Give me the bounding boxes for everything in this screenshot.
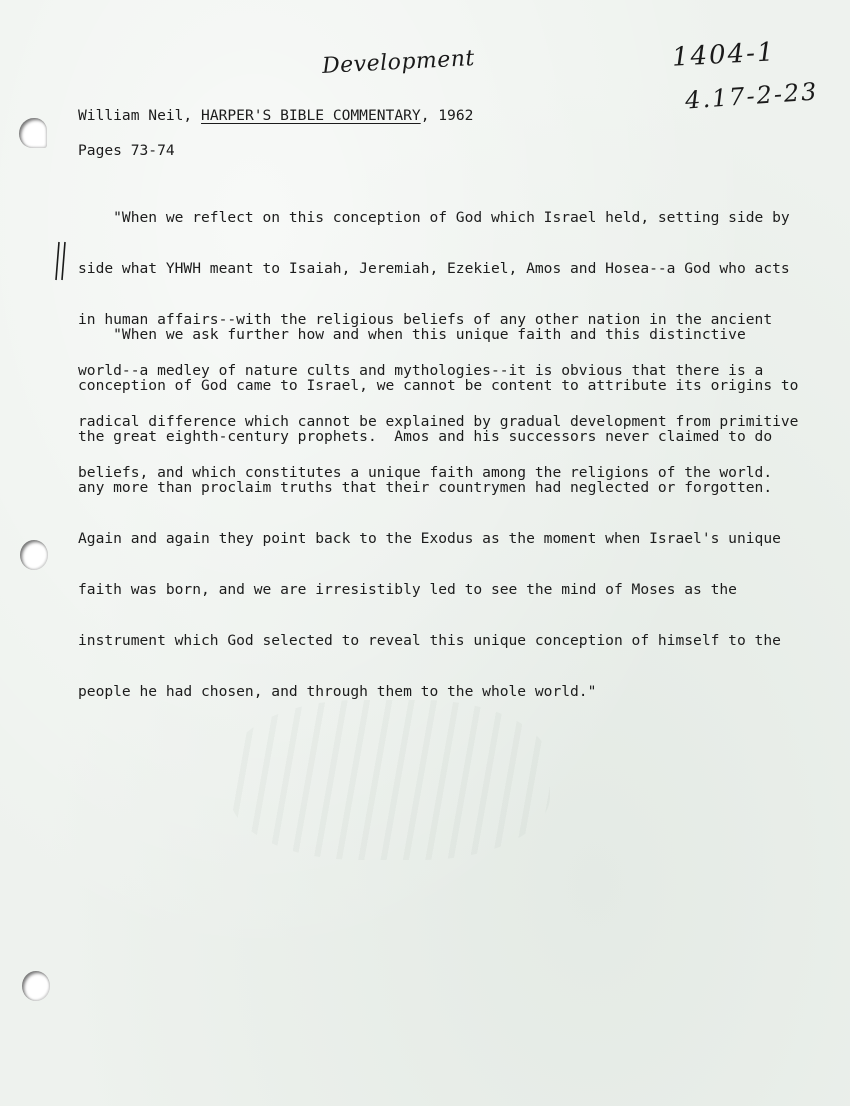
citation-line [78,107,473,124]
handwritten-title: Development [321,46,476,79]
quote-line: conception of God came to Israel, we cannot be content to attribute its origins to [78,377,799,394]
quote-line: in human affairs--with the religious beliefs of any other nation in the ancient [78,311,773,328]
margin-double-bar-mark [54,241,68,281]
handwritten-code-2: 4.17-2-23 [684,77,820,115]
quote-line: "When we reflect on this conception of God which Israel held, setting side by [78,209,790,226]
citation-title: HARPER'S BIBLE COMMENTARY [201,107,421,124]
quote-line: the great eighth-century prophets. Amos and his successors never claimed to do [78,428,773,445]
page-range: Pages 73-74 [78,142,175,159]
quote-line: beliefs, and which constitutes a unique faith among the religions of the world. [78,464,773,481]
quote-line: instrument which God selected to reveal this unique conception of himself to the [78,632,781,649]
punch-hole-bottom [22,971,50,1001]
quote-line: any more than proclaim truths that their countrymen had neglected or forgotten. [78,479,773,496]
citation-author: William Neil, [78,107,193,124]
quote-line: side what YHWH meant to Isaiah, Jeremiah, Ezekiel, Amos and Hosea--a God who acts [78,260,790,277]
handwritten-code-1: 1404-1 [671,37,777,73]
quote-line: people he had chosen, and through them to the whole world." [78,683,597,700]
quote-line: world--a medley of nature cults and mythologies--it is obvious that there is a [78,362,764,379]
quote-line: radical difference which cannot be explained by gradual development from primitive [78,413,799,430]
quote-line: "When we ask further how and when this unique faith and this distinctive [78,326,746,343]
quote-paragraph-2 [78,292,798,734]
quote-line: Again and again they point back to the Exodus as the moment when Israel's unique [78,530,781,547]
punch-hole-middle [20,540,48,570]
punch-hole-top [19,118,47,148]
citation-year: , 1962 [420,107,474,124]
quote-line: faith was born, and we are irresistibly led to see the mind of Moses as the [78,581,737,598]
